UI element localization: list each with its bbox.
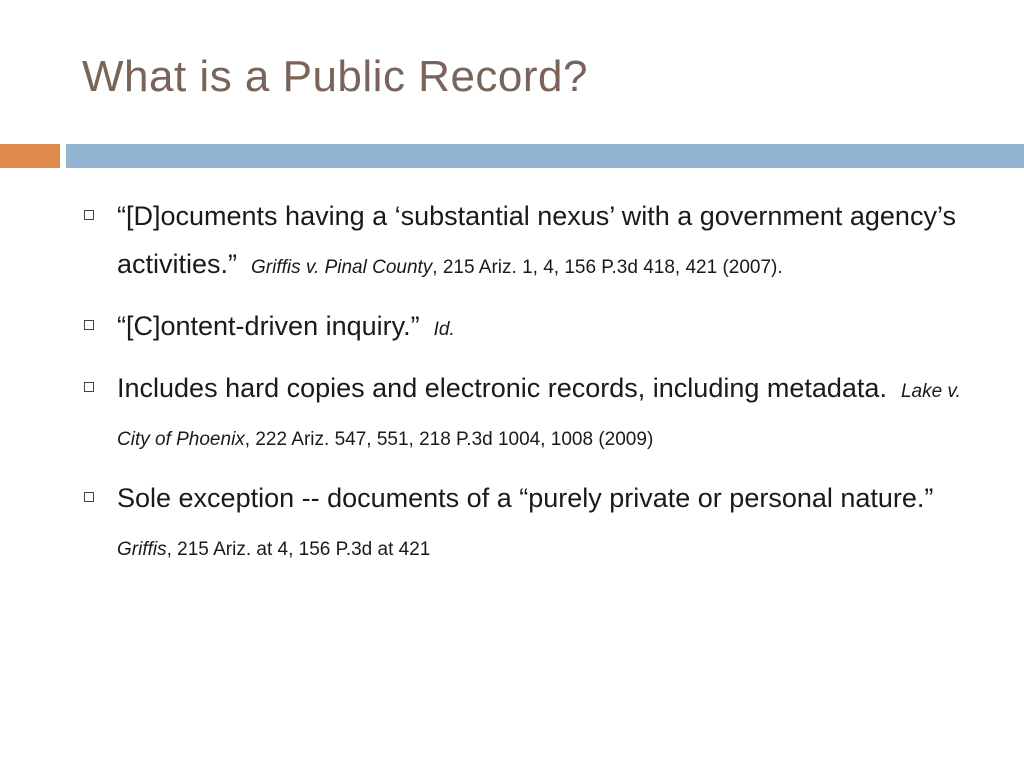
bullet-item-hard-copies (82, 364, 972, 460)
square-bullet-icon (84, 382, 94, 392)
bullet-item-sole-exception (82, 474, 972, 570)
square-bullet-icon (84, 320, 94, 330)
bullet-text: “[D]ocuments having a ‘substantial nexus’ with a government agency’s activities.” (117, 201, 956, 279)
bullet-text: “[C]ontent-driven inquiry.” (117, 311, 420, 341)
square-bullet-icon (84, 492, 94, 502)
title-accent-bar (0, 144, 60, 168)
title-divider-bar (66, 144, 1024, 168)
case-name: Lake v. City of Phoenix (117, 381, 961, 450)
bullet-citation (434, 319, 455, 340)
bullet-text: Includes hard copies and electronic records, including metadata. (117, 373, 887, 403)
square-bullet-icon (84, 210, 94, 220)
slide-title: What is a Public Record? (82, 52, 588, 101)
bullet-list (82, 192, 972, 584)
bullet-text: Sole exception -- documents of a “purely private or personal nature.” (117, 483, 934, 513)
case-name: Griffis (117, 539, 167, 560)
case-name: Griffis v. Pinal County (251, 257, 433, 278)
bullet-item-documents (82, 192, 972, 288)
citation-text: , 222 Ariz. 547, 551, 218 P.3d 1004, 1008 (2009) (244, 429, 654, 450)
citation-text: , 215 Ariz. at 4, 156 P.3d at 421 (166, 539, 431, 560)
citation-text: , 215 Ariz. 1, 4, 156 P.3d 418, 421 (2007). (432, 257, 783, 278)
bullet-citation (117, 539, 430, 560)
bullet-citation (251, 257, 783, 278)
case-name: Id. (433, 319, 455, 340)
bullet-item-content-driven (82, 302, 972, 350)
